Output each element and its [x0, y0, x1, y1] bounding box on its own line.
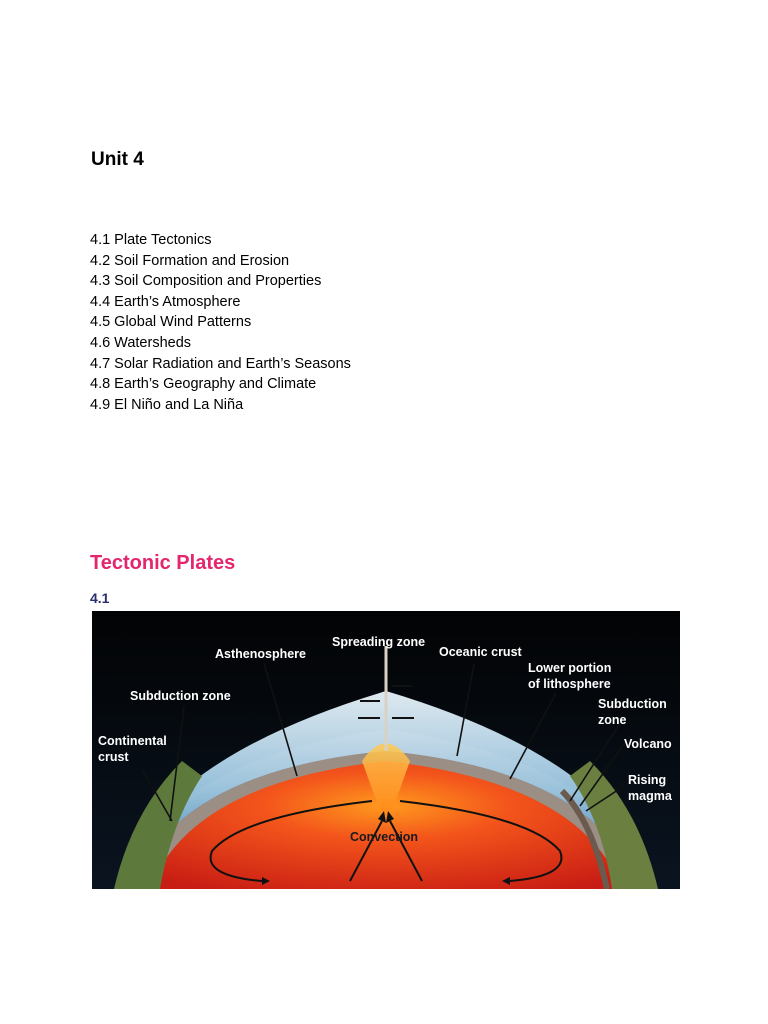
label-oceanic-crust: Oceanic crust: [439, 645, 522, 659]
label-rising-2: magma: [628, 789, 672, 803]
plate-tectonics-figure: [92, 611, 680, 889]
label-rising-1: Rising: [628, 773, 667, 787]
label-convection: Convection: [350, 830, 419, 844]
toc-item: 4.6 Watersheds: [90, 334, 192, 351]
toc-item: 4.2 Soil Formation and Erosion: [90, 252, 290, 269]
label-asthenosphere: Asthenosphere: [215, 647, 306, 661]
section-subtitle: 4.1: [90, 590, 110, 606]
label-continental-1: Continental: [98, 734, 167, 748]
toc-item: 4.5 Global Wind Patterns: [90, 314, 252, 331]
label-continental-2: crust: [98, 750, 129, 764]
label-lower-portion-1: Lower portion: [528, 661, 612, 675]
table-of-contents: [90, 230, 351, 415]
toc-item: 4.9 El Niño and La Niña: [90, 396, 244, 413]
label-subduction-right-2: zone: [598, 713, 627, 727]
toc-item: 4.1 Plate Tectonics: [90, 232, 212, 248]
toc-item: 4.7 Solar Radiation and Earth’s Seasons: [90, 355, 351, 372]
label-subduction-left: Subduction zone: [130, 689, 231, 703]
section-title: Tectonic Plates: [90, 552, 236, 574]
label-lower-portion-2: of lithosphere: [528, 677, 611, 691]
unit-title: Unit 4: [91, 149, 144, 170]
label-spreading-zone: Spreading zone: [332, 635, 426, 649]
toc-item: 4.3 Soil Composition and Properties: [90, 273, 322, 290]
plate-tectonics-diagram: [92, 611, 680, 889]
toc-item: 4.8 Earth’s Geography and Climate: [90, 376, 317, 393]
label-subduction-right-1: Subduction: [598, 697, 667, 711]
label-volcano: Volcano: [624, 737, 672, 751]
toc-item: 4.4 Earth’s Atmosphere: [90, 293, 241, 310]
